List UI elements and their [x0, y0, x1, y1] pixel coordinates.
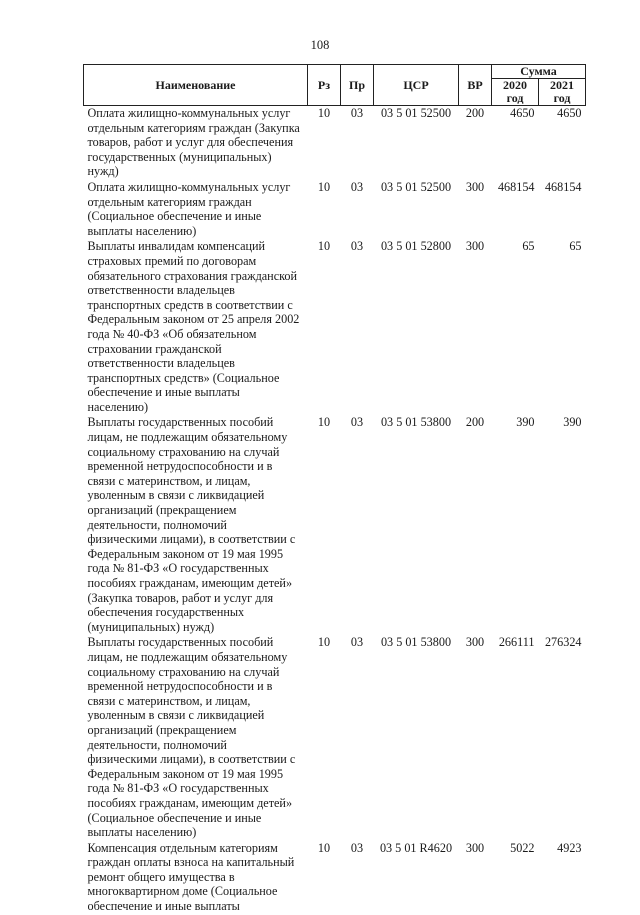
row-name-line: ответственности владельцев — [87, 356, 235, 371]
row-name-line: социальному страхованию на случай — [87, 444, 280, 459]
row-name-line: отдельным категориям граждан (Закупка — [87, 120, 300, 135]
row-name-cell — [84, 106, 308, 180]
row-name-line: граждан оплаты взноса на капитальный — [87, 855, 295, 870]
row-pr-cell: 03 — [350, 106, 364, 120]
row-rz-cell: 10 — [317, 106, 331, 120]
row-name-line: (муниципальных) нужд) — [87, 619, 215, 634]
row-name-line: Федеральным законом от 19 мая 1995 — [87, 546, 284, 561]
row-pr-cell: 03 — [350, 635, 364, 650]
row-vr-cell: 300 — [465, 635, 485, 650]
row-name-line: Федеральным законом от 25 апреля 2002 — [87, 312, 300, 327]
row-name-line: социальному страхованию на случай — [87, 664, 280, 679]
row-2021-cell: 4650 — [557, 106, 582, 120]
row-name-line: связи с материнством, и лицам, — [87, 473, 251, 488]
row-2020-cell: 468154 — [497, 179, 535, 194]
row-name-line: пособиях гражданам, имеющим детей» — [87, 795, 293, 810]
row-name-line: года № 40-ФЗ «Об обязательном — [87, 326, 257, 341]
row-vr-cell: 200 — [465, 106, 485, 120]
header-name: Наименование — [84, 65, 308, 106]
row-name-line: транспортных средств в соответствии с — [87, 297, 293, 312]
header-vr: ВР — [459, 65, 492, 106]
row-name-line: обеспечение и иные выплаты — [87, 899, 240, 914]
row-name-line: населению) — [87, 399, 149, 414]
row-name-line: (Социальное обеспечение и иные — [87, 810, 262, 825]
row-name-line: Компенсация отдельным категориям — [87, 840, 278, 855]
row-name-line: Выплаты государственных пособий — [87, 635, 274, 650]
row-name-cell — [84, 239, 308, 415]
row-name-line: ремонт общего имущества в — [87, 869, 235, 884]
row-name-line: уволенным в связи с ликвидацией — [87, 708, 265, 723]
header-2021: 2021 год — [539, 79, 586, 106]
row-2020-cell: 5022 — [510, 840, 535, 855]
header-2020: 2020 год — [492, 79, 539, 106]
row-vr-cell: 200 — [465, 415, 485, 430]
row-csr-cell: 03 5 01 52500 — [380, 106, 452, 120]
row-pr-cell: 03 — [350, 840, 364, 855]
row-name-line: ответственности владельцев — [87, 283, 235, 298]
row-name-line: (Социальное обеспечение и иные — [87, 209, 262, 224]
table-row — [84, 841, 586, 915]
row-2020-cell: 65 — [522, 239, 535, 254]
row-name-line: физическими лицами), в соответствии с — [87, 752, 296, 767]
row-2021-cell: 390 — [563, 415, 582, 430]
table-row — [84, 415, 586, 635]
table-row — [84, 635, 586, 840]
row-pr-cell: 03 — [350, 239, 364, 254]
row-name-line: временной нетрудоспособности и в — [87, 679, 273, 694]
row-name-line: лицам, не подлежащим обязательному — [87, 430, 288, 445]
table-row — [84, 106, 586, 180]
row-2020-cell: 266111 — [498, 635, 535, 650]
row-name-line: Оплата жилищно-коммунальных услуг — [87, 106, 291, 120]
row-name-line: временной нетрудоспособности и в — [87, 459, 273, 474]
row-name-line: уволенным в связи с ликвидацией — [87, 488, 265, 503]
row-name-line: (Закупка товаров, работ и услуг для — [87, 590, 274, 605]
table-row — [84, 239, 586, 415]
row-name-line: организаций (прекращением — [87, 503, 237, 518]
header-sum: Сумма — [492, 65, 586, 79]
row-vr-cell: 300 — [465, 179, 485, 194]
row-pr-cell: 03 — [350, 415, 364, 430]
row-name-line: Федеральным законом от 19 мая 1995 — [87, 766, 284, 781]
row-name-line: деятельности, полномочий — [87, 517, 227, 532]
row-2021-cell: 4923 — [557, 840, 582, 855]
row-name-line: страховых премий по договорам — [87, 253, 257, 268]
row-name-line: организаций (прекращением — [87, 722, 237, 737]
row-2020-cell: 4650 — [510, 106, 535, 120]
row-name-line: транспортных средств» (Социальное — [87, 370, 280, 385]
table-body — [84, 106, 586, 915]
row-name-line: обязательного страхования гражданской — [87, 268, 298, 283]
row-name-line: Оплата жилищно-коммунальных услуг — [87, 179, 291, 194]
row-name-line: физическими лицами), в соответствии с — [87, 532, 296, 547]
row-name-line: многоквартирном доме (Социальное — [87, 884, 278, 899]
row-pr-cell: 03 — [350, 179, 364, 194]
row-name-line: Выплаты государственных пособий — [87, 415, 274, 430]
row-csr-cell: 03 5 01 53800 — [380, 415, 452, 430]
row-name-line: года № 81-ФЗ «О государственных — [87, 561, 269, 576]
row-2021-cell: 65 — [569, 239, 582, 254]
row-csr-cell: 03 5 01 52500 — [380, 179, 452, 194]
row-name-line: выплаты населению) — [87, 825, 197, 840]
row-name-line: обеспечения государственных — [87, 605, 245, 620]
row-name-line: связи с материнством, и лицам, — [87, 693, 251, 708]
row-vr-cell: 300 — [465, 239, 485, 254]
row-name-line: товаров, работ и услуг для обеспечения — [87, 135, 294, 150]
header-csr: ЦСР — [374, 65, 459, 106]
row-rz-cell: 10 — [317, 239, 331, 254]
row-rz-cell: 10 — [317, 415, 331, 430]
page-number: 108 — [310, 38, 330, 52]
row-2020-cell: 390 — [516, 415, 535, 430]
row-name-line: деятельности, полномочий — [87, 737, 227, 752]
row-name-cell — [84, 415, 308, 635]
row-name-cell — [84, 180, 308, 239]
row-name-line: Выплаты инвалидам компенсаций — [87, 239, 266, 254]
header-rz: Рз — [308, 65, 341, 106]
row-name-cell — [84, 635, 308, 840]
row-name-line: лицам, не подлежащим обязательному — [87, 649, 288, 664]
header-pr: Пр — [341, 65, 374, 106]
row-2021-cell: 276324 — [544, 635, 582, 650]
row-name-line: государственных (муниципальных) — [87, 149, 272, 164]
row-name-line: отдельным категориям граждан — [87, 194, 252, 209]
row-csr-cell: 03 5 01 52800 — [380, 239, 452, 254]
row-name-line: обеспечение и иные выплаты — [87, 385, 240, 400]
row-rz-cell: 10 — [317, 840, 331, 855]
budget-table — [83, 64, 586, 915]
row-2021-cell: 468154 — [544, 179, 582, 194]
row-rz-cell: 10 — [317, 179, 331, 194]
row-vr-cell: 300 — [465, 840, 485, 855]
row-name-line: года № 81-ФЗ «О государственных — [87, 781, 269, 796]
row-rz-cell: 10 — [317, 635, 331, 650]
row-name-line: выплаты населению) — [87, 223, 197, 238]
row-name-line: нужд) — [87, 164, 119, 179]
row-name-line: пособиях гражданам, имеющим детей» — [87, 576, 293, 590]
row-csr-cell: 03 5 01 R4620 — [379, 840, 453, 855]
row-name-line: страховании гражданской — [87, 341, 222, 356]
row-csr-cell: 03 5 01 53800 — [380, 635, 452, 650]
row-name-cell — [84, 841, 308, 915]
table-row — [84, 180, 586, 239]
